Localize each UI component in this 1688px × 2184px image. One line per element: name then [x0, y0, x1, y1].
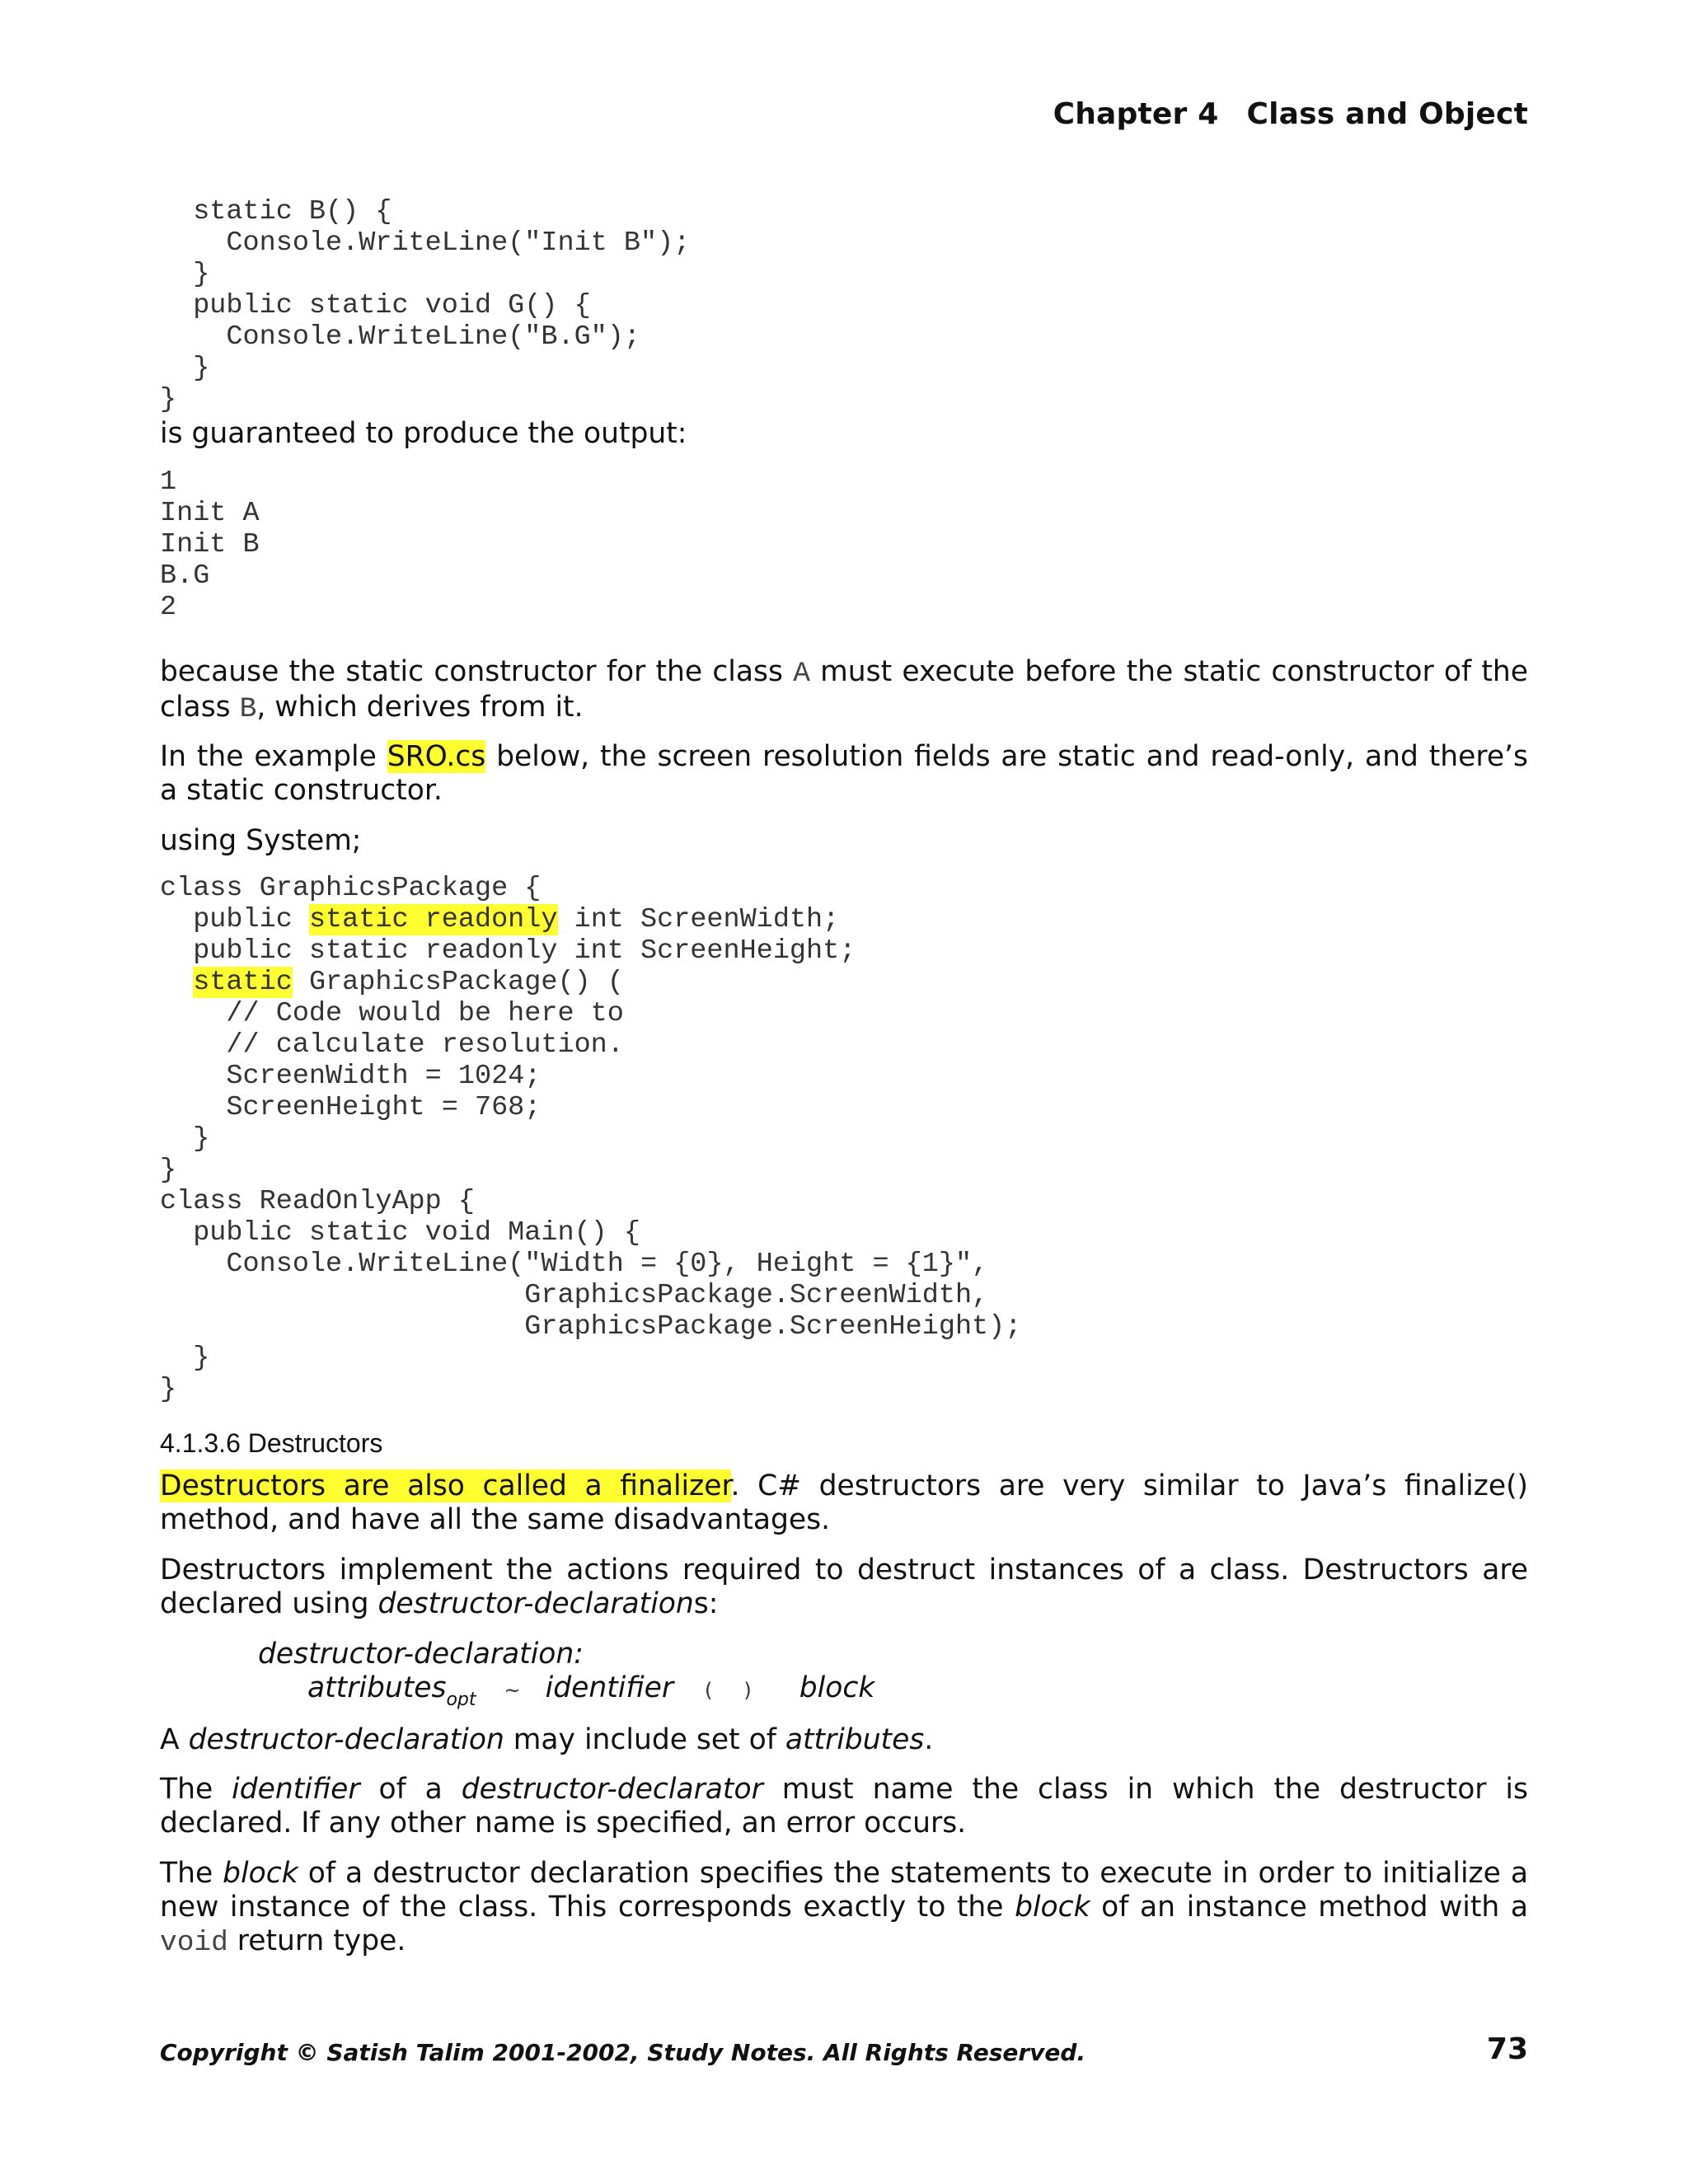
destructors-paragraph-2: Destructors implement the actions required to destruct instances of a class. Destructors are declared using destructor-declarations: [160, 1554, 1528, 1620]
running-header [1053, 97, 1528, 131]
section-heading: 4.1.3.6 Destructors [160, 1428, 383, 1458]
because-paragraph: because the static constructor for the class A must execute before the static constructor of the class B, which derives from it. [160, 655, 1528, 725]
highlight-static-readonly: static readonly [308, 904, 558, 935]
paragraph-identifier: The identifier of a destructor-declarator must name the class in which the destructor is declared. If any other name is specified, an error occurs. [160, 1773, 1528, 1840]
grammar-rule-name: destructor-declaration: [258, 1638, 584, 1671]
paragraph-block: The block of a destructor declaration specifies the statements to execute in order to initialize a new instance of the class. This corresponds exactly to the block of an instance method with a void return type. [160, 1857, 1528, 1959]
chapter-number: Chapter 4 [1053, 97, 1219, 131]
copyright-footer: Copyright © Satish Talim 2001-2002, Study Notes. All Rights Reserved. [160, 2039, 1086, 2066]
highlight-static: static [193, 967, 293, 998]
output-intro: is guaranteed to produce the output: [160, 417, 687, 450]
program-output: 1 Init A Init B B.G 2 [160, 466, 260, 623]
page-number: 73 [1486, 2032, 1528, 2066]
highlight-finalizer: Destructors are also called a finalizer [160, 1469, 731, 1502]
code-block-graphics-package: class GraphicsPackage { public static readonly int ScreenWidth; public static readonly int ScreenHeight; static GraphicsPackage() ( // Code would be here to // calculate resolution. ScreenWidth = 1024; ScreenHeight = 768; } } class ReadOnlyApp { public static void Main() { Console.WriteLine("Width = {0}, Height = {1}", GraphicsPackage.ScreenWidth, GraphicsPackage.ScreenHeight); } } [160, 873, 1022, 1405]
destructors-paragraph-1: Destructors are also called a finalizer. C# destructors are very similar to Java’s finalize() method, and have all the same disadvantages. [160, 1469, 1528, 1536]
example-paragraph: In the example SRO.cs below, the screen resolution fields are static and read-only, and there’s a static constructor. [160, 740, 1528, 807]
paragraph-attributes: A destructor-declaration may include set of attributes. [160, 1723, 934, 1756]
grammar-production: attributes$_{opt}$ ~ identifier ( ) block [307, 1671, 875, 1710]
inline-code-a: A [793, 658, 810, 690]
using-statement: using System; [160, 824, 362, 857]
chapter-title: Class and Object [1246, 97, 1528, 131]
inline-code-b: B [239, 693, 257, 725]
highlight-filename: SRO.cs [387, 740, 486, 773]
code-block-static-b: static B() { Console.WriteLine("Init B"); } public static void G() { Console.WriteLine("B.G"); } } [160, 196, 691, 415]
inline-code-void: void [160, 1927, 228, 1959]
